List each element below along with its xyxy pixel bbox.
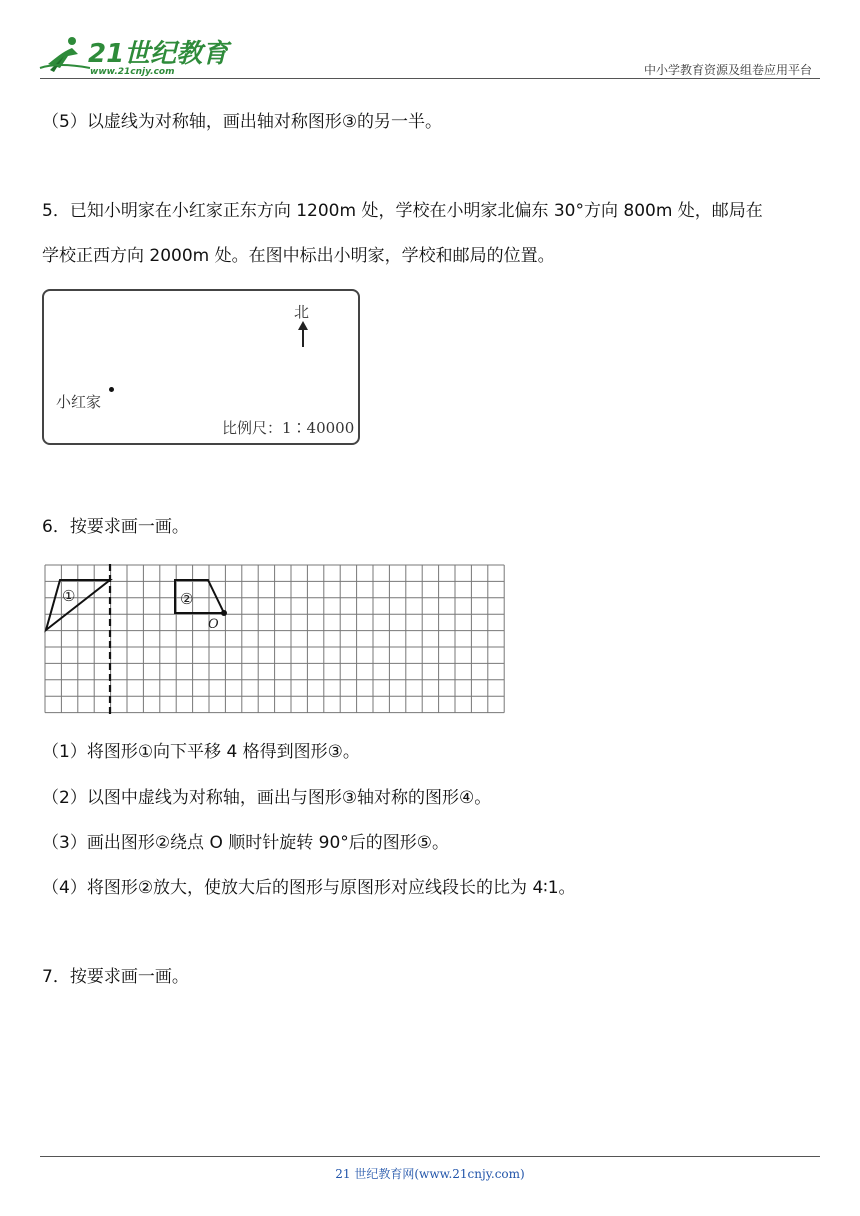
north-arrow-icon [297, 321, 309, 349]
grid-lines [45, 565, 504, 713]
point-o-label: O [208, 617, 219, 632]
north-label: 北 [294, 303, 310, 321]
q6-item3: （3）画出图形②绕点 O 顺时针旋转 90°后的图形⑤。 [42, 833, 450, 853]
footer-divider [40, 1156, 820, 1157]
q6-item4: （4）将图形②放大，使放大后的图形与原图形对应线段长的比为 4∶1。 [42, 878, 576, 898]
point-o [221, 610, 227, 616]
logo-title: 21世纪教育 [88, 39, 229, 69]
scale-label: 比例尺：1∶40000 [222, 419, 355, 437]
xiaohong-home-point [109, 387, 114, 392]
q5-line1: 5．已知小明家在小红家正东方向 1200m 处，学校在小明家北偏东 30°方向 800m 处，邮局在 [42, 201, 763, 221]
shape-1-label: ① [62, 587, 76, 605]
shape-2-label: ② [180, 590, 194, 608]
site-logo [38, 34, 229, 78]
header-platform-text: 中小学教育资源及组卷应用平台 [643, 63, 812, 77]
runner-logo-icon [38, 34, 229, 78]
q7-title: 7．按要求画一画。 [42, 967, 189, 987]
q4-item5: （5）以虚线为对称轴，画出轴对称图形③的另一半。 [42, 112, 443, 132]
xiaohong-home-label: 小红家 [56, 393, 102, 411]
q6-grid-figure [44, 564, 516, 716]
q5-line2: 学校正西方向 2000m 处。在图中标出小明家，学校和邮局的位置。 [42, 246, 555, 266]
footer-text: 21 世纪教育网(www.21cnjy.com) [335, 1167, 525, 1181]
logo-url: www.21cnjy.com [90, 67, 175, 77]
q6-title: 6．按要求画一画。 [42, 517, 189, 537]
header-divider [40, 78, 820, 79]
q6-item1: （1）将图形①向下平移 4 格得到图形③。 [42, 742, 360, 762]
q6-item2: （2）以图中虚线为对称轴，画出与图形③轴对称的图形④。 [42, 788, 492, 808]
q5-map [42, 289, 360, 445]
